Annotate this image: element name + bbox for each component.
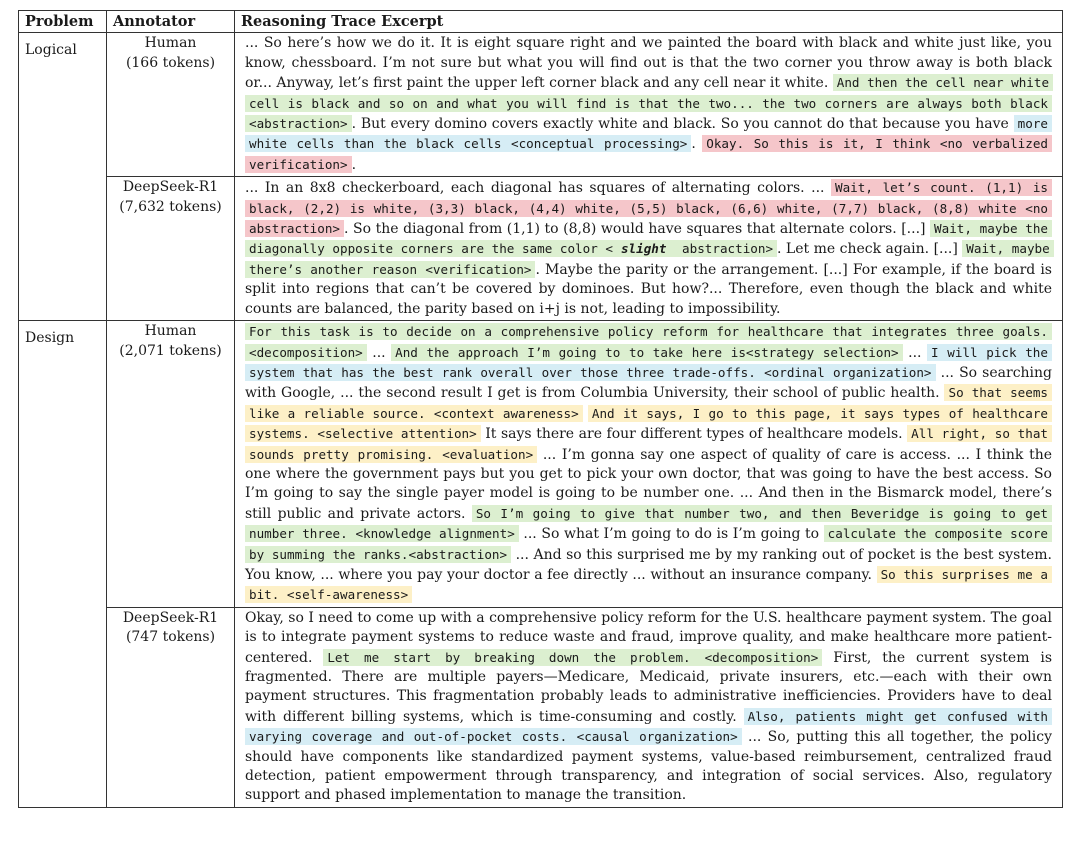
- annotator-cell: [107, 607, 235, 807]
- annotator-cell: [107, 321, 235, 608]
- annotator-name: Human: [144, 35, 197, 52]
- highlighted-span: more white cells than the black cells <conceptual processing>: [245, 115, 1052, 152]
- trace-cell: [235, 321, 1063, 608]
- token-count: (2,071 tokens): [119, 342, 222, 359]
- highlighted-span: So I’m going to give that number two, and then Beveridge is going to get number three. <knowledge alignment>: [245, 505, 1052, 542]
- highlighted-span: So that seems like a reliable source. <context awareness>: [245, 384, 1052, 421]
- trace-cell: [235, 607, 1063, 807]
- trace-text: ... In an 8x8 checkerboard, each diagonal has squares of alternating colors. ...: [245, 180, 832, 197]
- highlighted-span: I will pick the system that has the best rank overall over those three trade-offs. <ordinal organization>: [245, 344, 1052, 381]
- highlighted-span: Let me start by breaking down the problem. <decomposition>: [323, 649, 822, 666]
- problem-cell-logical: Logical: [19, 33, 107, 321]
- highlighted-span: And it says, I go to this page, it says types of healthcare systems. <selective attention>: [245, 405, 1052, 442]
- highlighted-span: calculate the composite score by summing the ranks.<abstraction>: [245, 525, 1052, 562]
- trace-text: First, the current system is fragmented. There are multiple payers—Medicare, Medicaid, private insurers, etc.—each with their own payment structures. This fragmentation probably leads to administrative inefficiencies. Providers have to deal with different billing systems, which is time-consuming and costly.: [245, 649, 1053, 725]
- highlighted-span: And the approach I’m going to to take here is<strategy selection>: [391, 344, 903, 361]
- token-count: (747 tokens): [125, 629, 216, 646]
- trace-text: ... I’m gonna say one aspect of quality of care is access. ... I think the one where the government pays but you get to pick your own doctor, that was going to have the best access. So I’m going to say the single payer model is going to be number one. ... And then in the Bismarck model, there’s still public and private actors.: [245, 446, 1053, 522]
- annotator-name: Human: [144, 323, 197, 340]
- trace-text: ... And so this surprised me by my ranking out of pocket is the best system. You know, ... where you pay your doctor a fee directly ... without an insurance company.: [245, 546, 1052, 583]
- header-row: [19, 11, 1063, 33]
- highlighted-span: So this surprises me a bit. <self-awareness>: [245, 566, 1052, 603]
- trace-text: . Maybe the parity or the arrangement. [...] For example, if the board is split into regions that can’t be covered by dominoes. But how?... Therefore, even though the black and white counts are balanced, the parity based on i+j is not, leading to impossibility.: [245, 261, 1052, 317]
- highlighted-span: abstraction>: [670, 240, 777, 257]
- trace-text: ...: [366, 344, 392, 361]
- table-row: [19, 607, 1063, 807]
- trace-text: . But every domino covers exactly white and black. So you cannot do that because you have: [351, 116, 1014, 133]
- highlighted-span: Wait, let’s count. (1,1) is black, (2,2) is white, (3,3) black, (4,4) white, (5,5) black, (6,6) white, (7,7) black, (8,8) white <no abstraction>: [245, 179, 1052, 237]
- highlighted-span: And then the cell near white cell is black and so on and what you will find is that the two... the two corners are always both black <abstraction>: [245, 74, 1053, 132]
- trace-text: It says there are four different types of healthcare models.: [480, 426, 908, 443]
- token-count: (7,632 tokens): [119, 198, 222, 215]
- trace-text: .: [691, 136, 703, 153]
- trace-text: ...: [902, 344, 928, 361]
- highlighted-span: Wait, maybe there’s another reason <verification>: [245, 240, 1054, 277]
- highlighted-span: slight: [617, 240, 671, 257]
- table-row: [19, 321, 1063, 608]
- highlighted-span: All right, so that sounds pretty promising. <evaluation>: [245, 425, 1052, 462]
- trace-text: .: [351, 156, 357, 173]
- highlighted-span: For this task is to decide on a comprehensive policy reform for healthcare that integrates three goals. <decomposition>: [245, 323, 1052, 360]
- header-trace: Reasoning Trace Excerpt: [235, 11, 1063, 33]
- annotator-name: DeepSeek-R1: [122, 609, 219, 626]
- trace-text: . So the diagonal from (1,1) to (8,8) would have squares that alternate colors. [...]: [344, 221, 931, 238]
- highlighted-span: Wait, maybe the diagonally opposite corners are the same color <: [245, 220, 1052, 257]
- trace-text: ... So here’s how we do it. It is eight square right and we painted the board with black and white just like, you know, chessboard. I’m not sure but what you will find out is that the two corner you throw away is both black or... Anyway, let’s first paint the upper left corner black and any cell near it white.: [245, 35, 1052, 92]
- header-annotator: Annotator: [107, 11, 235, 33]
- annotator-cell: [107, 177, 235, 321]
- highlighted-span: Also, patients might get confused with varying coverage and out-of-pocket costs. <causal organization>: [245, 708, 1052, 745]
- reasoning-trace-table: [18, 10, 1063, 808]
- trace-cell: [235, 177, 1063, 321]
- annotator-name: DeepSeek-R1: [122, 179, 219, 196]
- annotator-cell: [107, 33, 235, 177]
- table-row: [19, 177, 1063, 321]
- problem-cell-design: Design: [19, 321, 107, 808]
- highlighted-span: Okay. So this is it, I think <no verbalized verification>: [245, 135, 1052, 172]
- table-row: [19, 33, 1063, 177]
- trace-text: ... So, putting this all together, the policy should have components like standardized payment systems, value-based reimbursement, centralized fraud detection, patient empowerment through transparency, and integration of social services. Also, regulatory support and phased implementation to manage the transition.: [245, 729, 1053, 804]
- trace-text: ... So what I’m going to do is I’m going to: [518, 526, 824, 543]
- token-count: (166 tokens): [125, 54, 216, 71]
- trace-cell: [235, 33, 1063, 177]
- trace-text: . Let me check again. [...]: [777, 241, 963, 258]
- header-problem: Problem: [19, 11, 107, 33]
- trace-text: ... So searching with Google, ... the second result I get is from Columbia University, their school of public health.: [245, 364, 1053, 402]
- trace-text: Okay, so I need to come up with a comprehensive policy reform for the U.S. healthcare payment system. The goal is to integrate payment systems to reduce waste and fraud, improve quality, and make healthcare more patient-centered.: [245, 609, 1052, 666]
